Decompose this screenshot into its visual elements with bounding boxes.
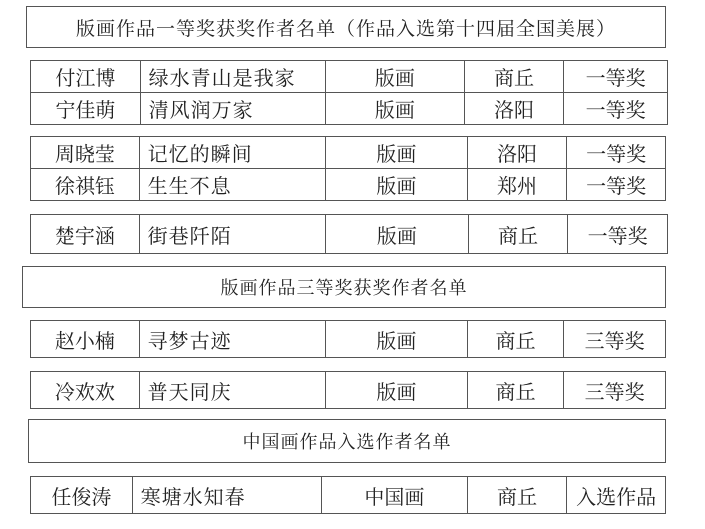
work-category: 版画 xyxy=(325,321,467,357)
table-row xyxy=(30,476,666,514)
work-title: 清风润万家 xyxy=(140,93,325,124)
work-category: 版画 xyxy=(325,137,467,168)
author-name: 徐祺钰 xyxy=(54,174,115,198)
author-city: 商丘 xyxy=(467,477,567,513)
award-level: 一等奖 xyxy=(563,93,667,124)
award-level: 一等奖 xyxy=(563,61,667,92)
work-category: 版画 xyxy=(325,169,467,200)
work-title: 绿水青山是我家 xyxy=(140,61,325,92)
author-city: 郑州 xyxy=(467,169,567,200)
author-city: 商丘 xyxy=(464,61,564,92)
author-city: 商丘 xyxy=(467,321,564,357)
award-level: 三等奖 xyxy=(563,321,665,357)
work-title: 寻梦古迹 xyxy=(139,321,325,357)
author-name: 周晓莹 xyxy=(54,142,115,166)
author-city: 洛阳 xyxy=(467,137,567,168)
author-name: 赵小楠 xyxy=(54,328,115,353)
work-category: 版画 xyxy=(325,215,468,253)
author-name: 楚宇涵 xyxy=(54,223,115,248)
award-level: 入选作品 xyxy=(566,477,665,513)
work-title: 普天同庆 xyxy=(139,372,325,408)
work-category: 中国画 xyxy=(321,477,467,513)
table-row xyxy=(30,371,666,409)
award-level: 三等奖 xyxy=(563,372,665,408)
author-name: 任俊涛 xyxy=(51,484,112,509)
table-row xyxy=(30,60,668,93)
table-row xyxy=(30,136,666,169)
section-title-third-prize: 版画作品三等奖获奖作者名单 xyxy=(22,266,666,308)
section-title-chinese-painting: 中国画作品入选作者名单 xyxy=(28,419,666,463)
table-row xyxy=(30,92,668,125)
work-title: 生生不息 xyxy=(139,169,325,200)
work-category: 版画 xyxy=(325,61,464,92)
award-level: 一等奖 xyxy=(566,169,665,200)
table-row xyxy=(30,168,666,201)
work-title: 街巷阡陌 xyxy=(139,215,325,253)
work-category: 版画 xyxy=(325,372,467,408)
author-city: 商丘 xyxy=(467,372,564,408)
author-city: 洛阳 xyxy=(464,93,564,124)
table-row xyxy=(30,320,666,358)
work-title: 记忆的瞬间 xyxy=(139,137,325,168)
author-name: 宁佳萌 xyxy=(55,98,116,122)
author-name: 冷欢欢 xyxy=(54,379,115,404)
table-row xyxy=(30,214,668,254)
author-name: 付江博 xyxy=(55,66,116,90)
work-title: 寒塘水知春 xyxy=(132,477,321,513)
award-level: 一等奖 xyxy=(567,215,667,253)
work-category: 版画 xyxy=(325,93,464,124)
award-level: 一等奖 xyxy=(566,137,665,168)
section-title-first-prize: 版画作品一等奖获奖作者名单（作品入选第十四届全国美展） xyxy=(26,6,666,48)
author-city: 商丘 xyxy=(468,215,568,253)
